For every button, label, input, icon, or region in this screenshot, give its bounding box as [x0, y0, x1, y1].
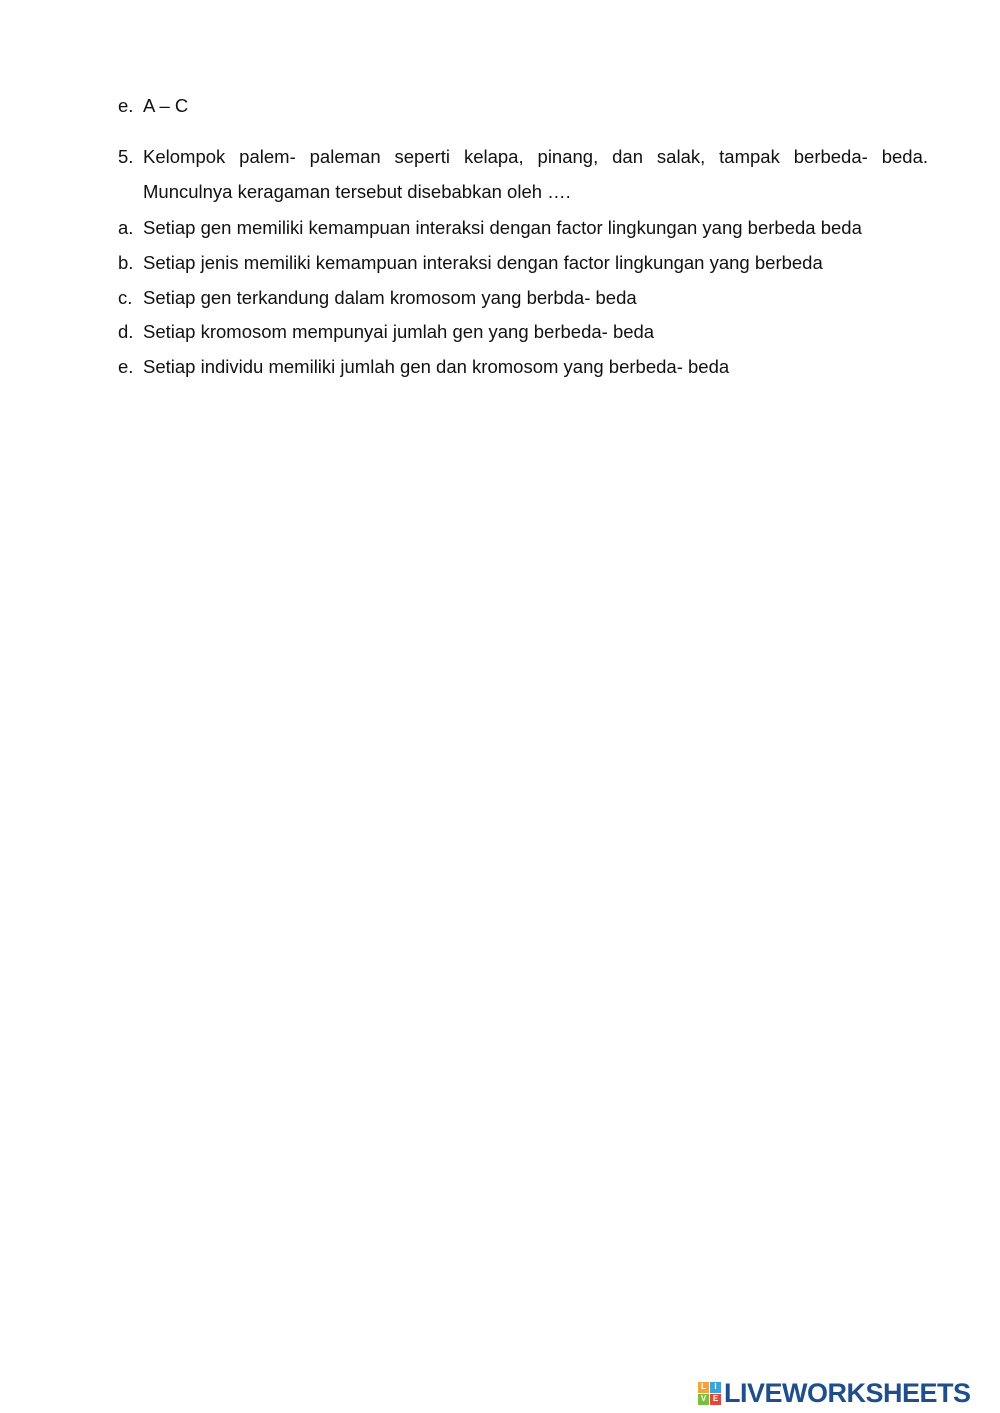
logo-letter-l: L: [698, 1382, 709, 1393]
logo-letter-e: E: [710, 1394, 721, 1405]
brand-name: LIVEWORKSHEETS: [724, 1377, 971, 1408]
option-d[interactable]: [118, 320, 654, 344]
logo-letter-v: V: [698, 1394, 709, 1405]
option-text: Setiap individu memiliki jumlah gen dan kromosom yang berbeda- beda: [143, 356, 730, 377]
option-label: a.: [118, 217, 134, 238]
question-number: 5.: [118, 146, 134, 167]
option-text: Setiap kromosom mempunyai jumlah gen yang berbeda- beda: [143, 321, 655, 342]
option-text: Setiap gen terkandung dalam kromosom yang berbda- beda: [143, 287, 637, 308]
option-e[interactable]: [118, 355, 729, 379]
option-text: Setiap gen memiliki kemampuan interaksi dengan factor lingkungan yang berbeda beda: [143, 217, 862, 238]
question-5: [118, 145, 928, 169]
option-text: A – C: [143, 95, 189, 116]
question-text-line1: Kelompok palem- paleman seperti kelapa, pinang, dan salak, tampak berbeda- beda.: [143, 146, 928, 167]
option-text: Setiap jenis memiliki kemampuan interaksi dengan factor lingkungan yang berbeda: [143, 252, 823, 273]
live-logo-icon: [698, 1382, 721, 1405]
option-b[interactable]: [118, 251, 823, 275]
option-label: e.: [118, 95, 134, 116]
option-label: c.: [118, 287, 133, 308]
option-label: d.: [118, 321, 134, 342]
previous-option-e[interactable]: [118, 94, 188, 118]
liveworksheets-logo: [698, 1378, 971, 1408]
option-c[interactable]: [118, 286, 637, 310]
logo-letter-i: I: [710, 1382, 721, 1393]
option-a[interactable]: [118, 216, 862, 240]
option-label: e.: [118, 356, 134, 377]
question-text-line2: Munculnya keragaman tersebut disebabkan oleh ….: [143, 181, 571, 202]
option-label: b.: [118, 252, 134, 273]
